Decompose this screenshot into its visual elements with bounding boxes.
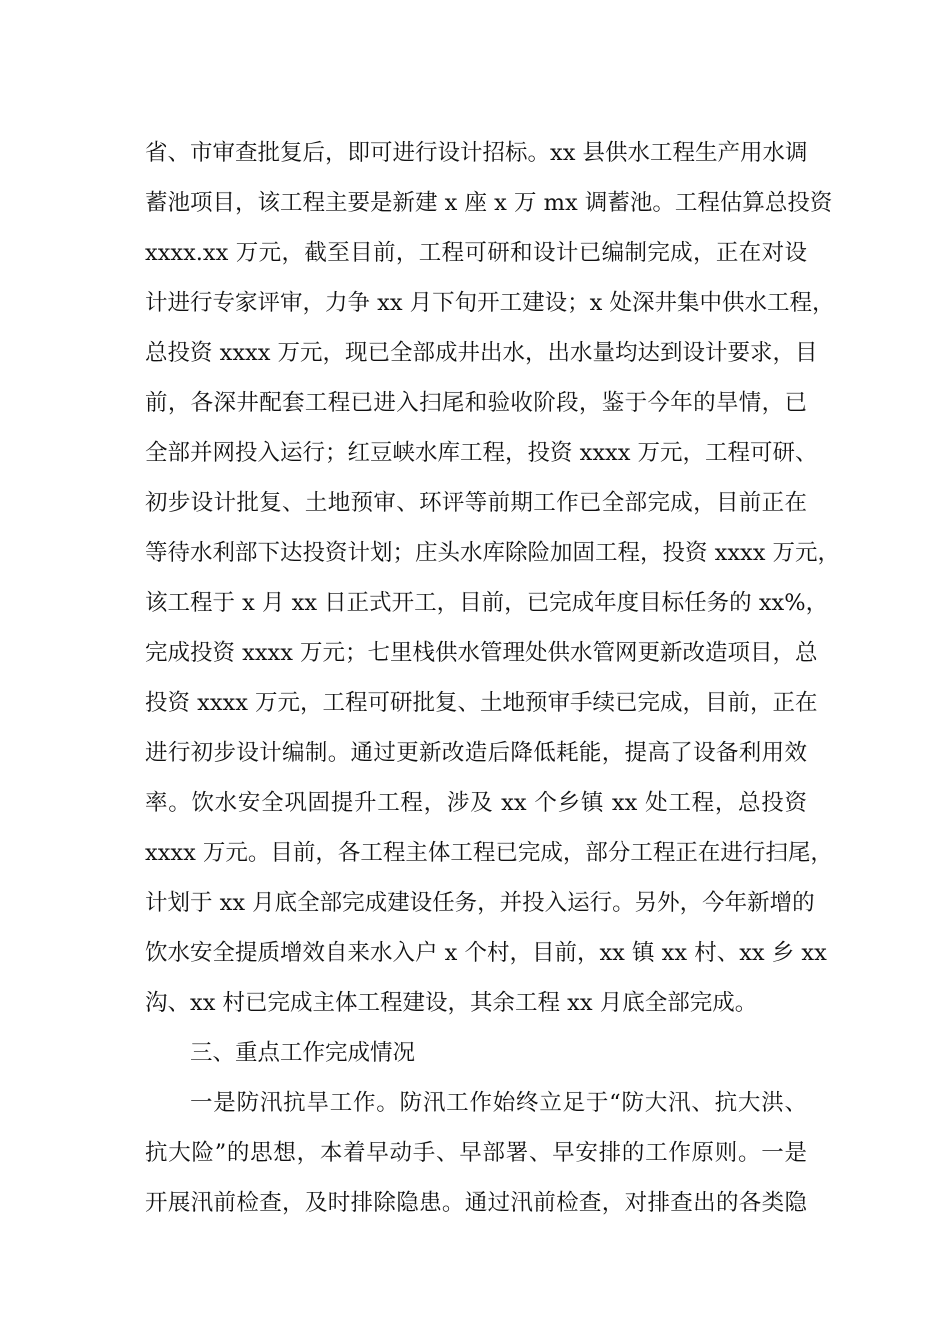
paragraph-line-3: xxxx.xx 万元，截至目前，工程可研和设计已编制完成，正在对设 (145, 240, 807, 266)
paragraph-line-20: 一是防汛抗旱工作。防汛工作始终立足于“防大汛、抗大洪、 (190, 1090, 807, 1116)
paragraph-line-21: 抗大险”的思想，本着早动手、早部署、早安排的工作原则。一是 (145, 1140, 807, 1166)
section-heading: 三、重点工作完成情况 (190, 1040, 416, 1066)
paragraph-line-2: 蓄池项目，该工程主要是新建 x 座 x 万 mx 调蓄池。工程估算总投资 (145, 190, 833, 216)
paragraph-line-12: 投资 xxxx 万元，工程可研批复、土地预审手续已完成，目前，正在 (145, 690, 818, 716)
paragraph-line-5: 总投资 xxxx 万元，现已全部成井出水，出水量均达到设计要求，目 (145, 340, 818, 366)
paragraph-line-4: 计进行专家评审，力争 xx 月下旬开工建设；x 处深井集中供水工程， (145, 290, 835, 316)
paragraph-line-22: 开展汛前检查，及时排除隐患。通过汛前检查，对排查出的各类隐 (145, 1190, 807, 1216)
paragraph-line-10: 该工程于 x 月 xx 日正式开工，目前，已完成年度目标任务的 xx%， (145, 590, 829, 616)
paragraph-line-9: 等待水利部下达投资计划；庄头水库除险加固工程，投资 xxxx 万元， (145, 540, 841, 566)
paragraph-line-14: 率。饮水安全巩固提升工程，涉及 xx 个乡镇 xx 处工程，总投资 (145, 790, 807, 816)
paragraph-line-7: 全部并网投入运行；红豆峡水库工程，投资 xxxx 万元，工程可研、 (145, 440, 818, 466)
paragraph-line-16: 计划于 xx 月底全部完成建设任务，并投入运行。另外，今年新增的 (145, 890, 815, 916)
paragraph-line-18: 沟、xx 村已完成主体工程建设，其余工程 xx 月底全部完成。 (145, 990, 758, 1016)
paragraph-line-13: 进行初步设计编制。通过更新改造后降低耗能，提高了设备利用效 (145, 740, 807, 766)
paragraph-line-17: 饮水安全提质增效自来水入户 x 个村，目前，xx 镇 xx 村、xx 乡 xx (145, 940, 827, 966)
paragraph-line-8: 初步设计批复、土地预审、环评等前期工作已全部完成，目前正在 (145, 490, 807, 516)
paragraph-line-6: 前，各深井配套工程已进入扫尾和验收阶段，鉴于今年的旱情，已 (145, 390, 807, 416)
paragraph-line-11: 完成投资 xxxx 万元；七里栈供水管理处供水管网更新改造项目，总 (145, 640, 818, 666)
paragraph-line-1: 省、市审查批复后，即可进行设计招标。xx 县供水工程生产用水调 (145, 140, 808, 166)
paragraph-line-15: xxxx 万元。目前，各工程主体工程已完成，部分工程正在进行扫尾， (145, 840, 833, 866)
